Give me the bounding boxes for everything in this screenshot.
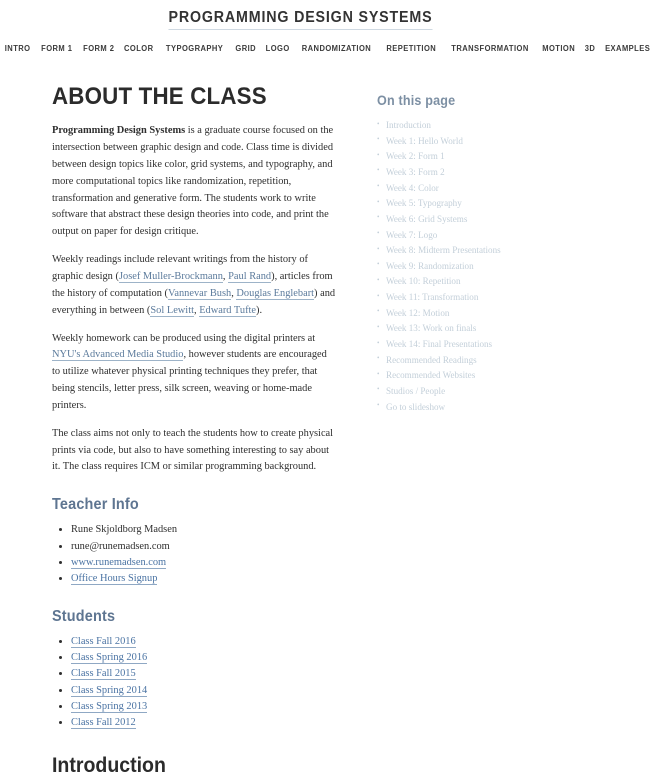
- toc-item[interactable]: • Week 2: Form 1: [377, 149, 600, 165]
- link-douglas-englebart[interactable]: Douglas Englebart: [236, 287, 315, 299]
- student-class-link[interactable]: Class Spring 2013: [71, 700, 148, 712]
- toc-item[interactable]: • Week 10: Repetition: [377, 274, 600, 290]
- link-edward-tufte[interactable]: Edward Tufte: [199, 304, 257, 316]
- on-this-page-sidebar: [345, 84, 600, 415]
- nav-item-intro[interactable]: INTRO: [4, 43, 31, 54]
- toc-item[interactable]: • Go to slideshow: [377, 400, 600, 416]
- list-item[interactable]: [71, 571, 337, 587]
- list-item[interactable]: [71, 666, 337, 682]
- toc-item[interactable]: • Week 7: Logo: [377, 228, 600, 244]
- nav-item-form-1[interactable]: FORM 1: [40, 43, 73, 54]
- teacher-info-heading: Teacher Info: [52, 496, 139, 514]
- student-class-link[interactable]: Class Fall 2016: [71, 635, 136, 647]
- nav-item-transformation[interactable]: TRANSFORMATION: [450, 43, 529, 54]
- link-sol-lewitt[interactable]: Sol Lewitt: [150, 304, 194, 316]
- aims-paragraph: The class aims not only to teach the students how to create physical prints via code, but also to have something interesting to say about it. The class requires ICM or similar programming background.: [52, 427, 334, 473]
- toc-item[interactable]: • Week 1: Hello World: [377, 134, 600, 150]
- list-item: [71, 522, 337, 538]
- link-josef-muller-brockmann[interactable]: Josef Muller-Brockmann: [118, 270, 223, 282]
- toc-item[interactable]: • Week 11: Transformation: [377, 290, 600, 306]
- readings-sep-2: ,: [231, 287, 237, 299]
- nav-item-3d[interactable]: 3D: [584, 43, 596, 54]
- readings-text-3: ) and everything in between (: [52, 287, 336, 316]
- page-layout: [0, 84, 600, 777]
- nav-item-form-2[interactable]: FORM 2: [82, 43, 114, 54]
- teacher-info-link[interactable]: www.runemadsen.com: [71, 556, 167, 568]
- toc-item[interactable]: • Introduction: [377, 118, 600, 134]
- site-title: PROGRAMMING DESIGN SYSTEMS: [168, 9, 432, 30]
- homework-paragraph: [52, 331, 337, 415]
- teacher-info-link[interactable]: Office Hours Signup: [71, 573, 158, 585]
- student-class-link[interactable]: Class Fall 2015: [71, 668, 136, 680]
- homework-text-1: Weekly homework can be produced using the digital printers at: [52, 332, 316, 344]
- nav-item-examples[interactable]: EXAMPLES: [605, 43, 651, 54]
- teacher-info-text: rune@runemadsen.com: [71, 540, 170, 552]
- course-name-strong: Programming Design Systems: [52, 125, 186, 137]
- intro-paragraph-text: is a graduate course focused on the intersection between graphic design and code. Class time is divided between design topics like color, grid systems, and typography, and more computational topics like randomization, repetition, transformation and generative form. The students work to write software that abstract these design theories into code, and print the output on paper for design critique.: [52, 125, 334, 238]
- list-item[interactable]: [71, 683, 337, 699]
- main-content: [0, 84, 345, 777]
- toc-item[interactable]: • Week 8: Midterm Presentations: [377, 243, 600, 259]
- list-item[interactable]: [71, 634, 337, 650]
- nav-item-motion[interactable]: MOTION: [542, 43, 576, 54]
- page-title: ABOUT THE CLASS: [52, 83, 267, 111]
- readings-text-4: ).: [256, 304, 263, 316]
- toc-item[interactable]: • Studios / People: [377, 384, 600, 400]
- toc-item[interactable]: • Week 9: Randomization: [377, 259, 600, 275]
- student-class-link[interactable]: Class Spring 2016: [71, 652, 148, 663]
- readings-text-2: ), articles from the history of computation (: [52, 270, 333, 299]
- toc-item[interactable]: • Week 3: Form 2: [377, 165, 600, 181]
- readings-text-1: Weekly readings include relevant writings from the history of graphic design (: [52, 254, 308, 282]
- nav-item-typography[interactable]: TYPOGRAPHY: [166, 43, 224, 54]
- teacher-info-text: Rune Skjoldborg Madsen: [71, 524, 178, 536]
- sidebar-heading: On this page: [377, 93, 456, 109]
- students-heading: Students: [52, 607, 116, 625]
- readings-paragraph: [52, 252, 337, 319]
- toc-item[interactable]: • Week 12: Motion: [377, 306, 600, 322]
- main-navigation: [0, 38, 651, 56]
- student-class-link[interactable]: Class Fall 2012: [71, 717, 136, 729]
- link-vannevar-bush[interactable]: Vannevar Bush: [168, 287, 232, 299]
- nav-item-logo[interactable]: LOGO: [265, 43, 290, 54]
- toc-item[interactable]: • Recommended Websites: [377, 368, 600, 384]
- link-nyu-advanced-media-studio[interactable]: NYU's Advanced Media Studio: [52, 349, 184, 361]
- list-item[interactable]: [71, 699, 337, 715]
- nav-item-grid[interactable]: GRID: [235, 43, 257, 54]
- toc-item[interactable]: • Week 14: Final Presentations: [377, 337, 600, 353]
- nav-item-color[interactable]: COLOR: [124, 43, 155, 54]
- homework-text-2: , however students are encouraged to utilize whatever physical printing techniques they prefer, that being stencils, letter press, silk screen, weaving or home-made printers.: [52, 349, 327, 411]
- teacher-info-list: [52, 522, 337, 587]
- student-class-link[interactable]: Class Spring 2014: [71, 684, 148, 696]
- nav-item-randomization[interactable]: RANDOMIZATION: [302, 43, 372, 54]
- table-of-contents: [377, 118, 600, 415]
- students-list: [52, 634, 337, 732]
- list-item[interactable]: [71, 715, 337, 731]
- readings-sep-1: ,: [222, 270, 229, 282]
- list-item[interactable]: [71, 555, 337, 571]
- list-item: [71, 539, 337, 555]
- introduction-heading: Introduction: [52, 753, 166, 777]
- toc-item[interactable]: • Week 4: Color: [377, 181, 600, 197]
- site-header: [0, 0, 651, 56]
- readings-sep-3: ,: [193, 304, 200, 316]
- toc-item[interactable]: • Week 5: Typography: [377, 196, 600, 212]
- nav-item-repetition[interactable]: REPETITION: [386, 43, 436, 54]
- toc-item[interactable]: • Recommended Readings: [377, 353, 600, 369]
- link-paul-rand[interactable]: Paul Rand: [228, 270, 272, 282]
- list-item[interactable]: [71, 650, 337, 666]
- toc-item[interactable]: • Week 6: Grid Systems: [377, 212, 600, 228]
- toc-item[interactable]: • Week 13: Work on finals: [377, 321, 600, 337]
- intro-paragraph: [52, 123, 337, 241]
